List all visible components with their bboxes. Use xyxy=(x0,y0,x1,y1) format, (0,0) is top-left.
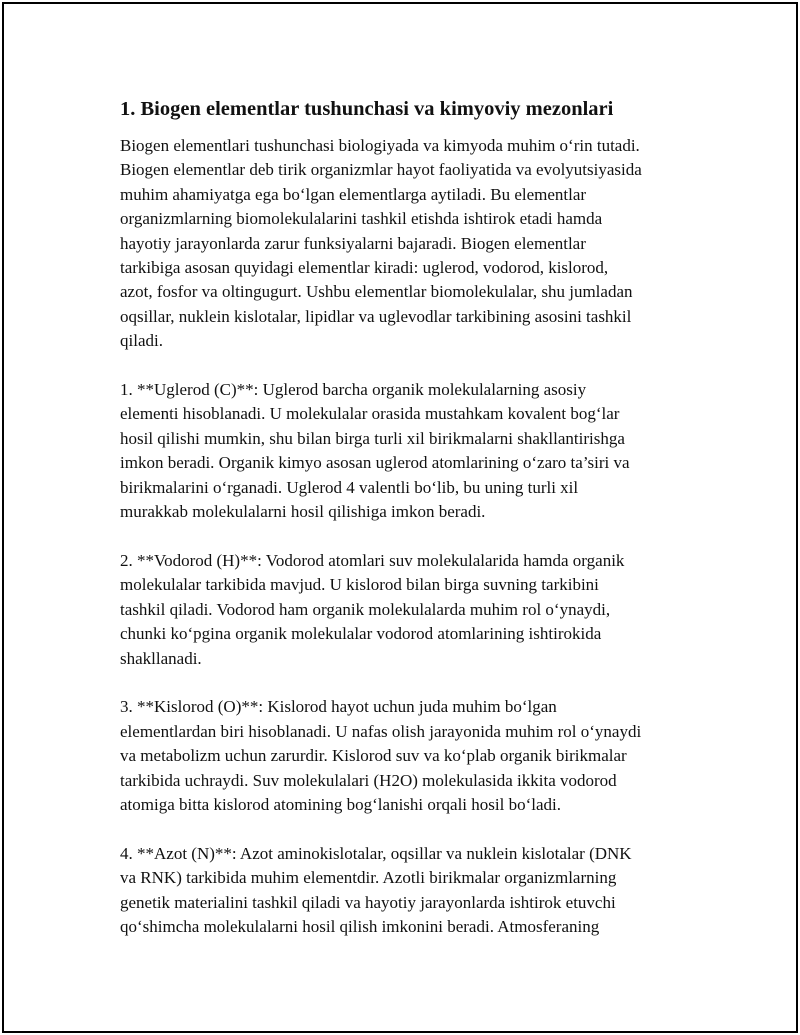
text-line: birikmalarini o‘rganadi. Uglerod 4 valentli bo‘lib, bu uning turli xil xyxy=(120,477,579,497)
paragraph xyxy=(120,134,700,354)
text-line: molekulalar tarkibida mavjud. U kislorod bilan birga suvning tarkibini xyxy=(120,575,599,595)
text-line: atomiga bitta kislorod atomining bog‘lanishi orqali hosil bo‘ladi. xyxy=(120,794,561,814)
text-line: muhim ahamiyatga ega bo‘lgan elementlarga aytiladi. Bu elementlar xyxy=(120,184,587,204)
text-line: shakllanadi. xyxy=(120,648,202,668)
text-line: imkon beradi. Organik kimyo asosan uglerod atomlarining o‘zaro ta’siri va xyxy=(120,453,630,473)
text-line: genetik materialini tashkil qiladi va hayotiy jarayonlarda ishtirok etuvchi xyxy=(120,892,616,912)
text-line: 3. **Kislorod (O)**: Kislorod hayot uchun juda muhim bo‘lgan xyxy=(120,697,557,717)
document-page xyxy=(2,2,798,1033)
text-line: 4. **Azot (N)**: Azot aminokislotalar, oqsillar va nuklein kislotalar (DNK xyxy=(120,843,632,863)
paragraph xyxy=(120,695,700,817)
text-line: Biogen elementlari tushunchasi biologiyada va kimyoda muhim o‘rin tutadi. xyxy=(120,136,640,155)
text-line: azot, fosfor va oltingugurt. Ushbu elementlar biomolekulalar, shu jumladan xyxy=(120,282,633,302)
text-line: tashkil qiladi. Vodorod ham organik molekulalarda muhim rol o‘ynaydi, xyxy=(120,599,611,619)
text-line: elementi hisoblanadi. U molekulalar orasida mustahkam kovalent bog‘lar xyxy=(120,404,620,424)
text-line: hayotiy jarayonlarda zarur funksiyalarni bajaradi. Biogen elementlar xyxy=(120,233,586,253)
paragraph xyxy=(120,842,700,940)
text-line: oqsillar, nuklein kislotalar, lipidlar va uglevodlar tarkibining asosini tashkil xyxy=(120,306,632,326)
text-line: organizmlarning biomolekulalarini tashkil etishda ishtirok etadi hamda xyxy=(120,209,603,229)
text-line: 2. **Vodorod (H)**: Vodorod atomlari suv molekulalarida hamda organik xyxy=(120,550,625,570)
text-line: tarkibida uchraydi. Suv molekulalari (H2O) molekulasida ikkita vodorod xyxy=(120,770,617,790)
text-line: va metabolizm uchun zarurdir. Kislorod suv va ko‘plab organik birikmalar xyxy=(120,746,627,766)
text-line: qiladi. xyxy=(120,331,163,351)
text-line: 1. **Uglerod (C)**: Uglerod barcha organik molekulalarning asosiy xyxy=(120,380,587,400)
text-line: murakkab molekulalarni hosil qilishiga imkon beradi. xyxy=(120,502,486,522)
section-heading: 1. Biogen elementlar tushunchasi va kimyoviy mezonlari xyxy=(120,98,614,120)
paragraph xyxy=(120,549,700,671)
text-line: elementlardan biri hisoblanadi. U nafas olish jarayonida muhim rol o‘ynaydi xyxy=(120,721,642,741)
paragraph-list xyxy=(120,134,700,939)
text-line: tarkibiga asosan quyidagi elementlar kiradi: uglerod, vodorod, kislorod, xyxy=(120,258,609,278)
document-content xyxy=(120,96,700,964)
text-line: va RNK) tarkibida muhim elementdir. Azotli birikmalar organizmlarning xyxy=(120,868,617,888)
text-line: Biogen elementlar deb tirik organizmlar hayot faoliyatida va evolyutsiyasida xyxy=(120,160,642,180)
text-line: chunki ko‘pgina organik molekulalar vodorod atomlarining ishtirokida xyxy=(120,624,602,644)
paragraph xyxy=(120,378,700,524)
text-line: hosil qilishi mumkin, shu bilan birga turli xil birikmalarni shakllantirishga xyxy=(120,428,625,448)
text-line: qo‘shimcha molekulalarni hosil qilish imkonini beradi. Atmosferaning xyxy=(120,916,600,936)
